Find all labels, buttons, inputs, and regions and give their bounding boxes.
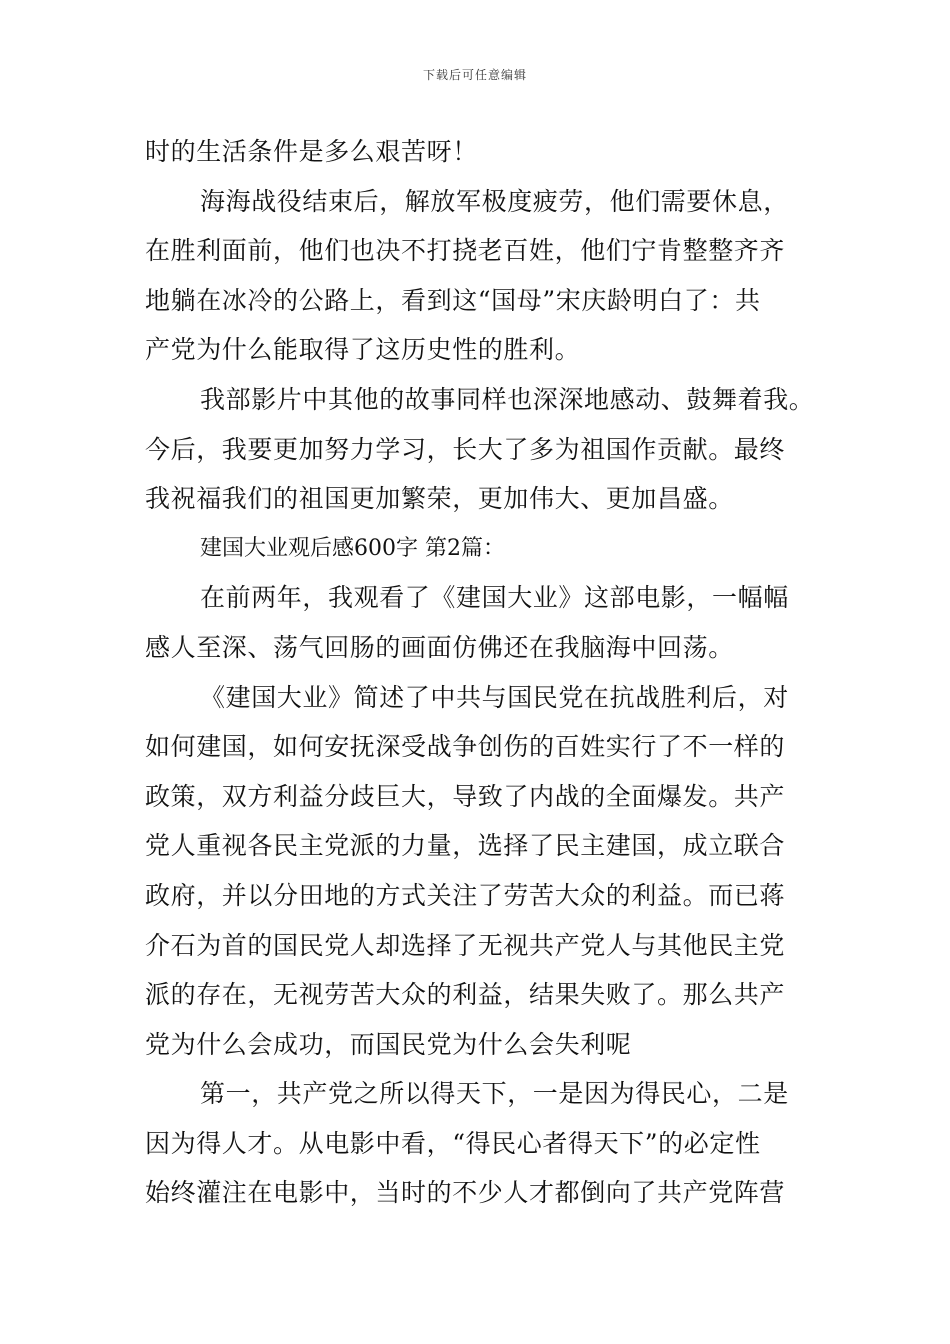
text-line: 政策，双方利益分歧巨大，导致了内战的全面爆发。共产: [145, 781, 786, 811]
text-line: 第一，共产党之所以得天下，一是因为得民心，二是: [200, 1079, 789, 1109]
text-line: 《建国大业》简述了中共与国民党在抗战胜利后，对: [200, 682, 789, 712]
text-line: 如何建国，如何安抚深受战争创伤的百姓实行了不一样的: [145, 732, 786, 762]
text-line: 政府，并以分田地的方式关注了劳苦大众的利益。而已蒋: [145, 880, 786, 910]
section-heading: 建国大业观后感600字 第2篇：: [200, 535, 505, 561]
text-line: 感人至深、荡气回肠的画面仿佛还在我脑海中回荡。: [145, 632, 734, 662]
text-line: 我部影片中其他的故事同样也深深地感动、鼓舞着我。: [200, 384, 815, 414]
page-header: 下载后可任意编辑: [422, 68, 527, 82]
text-line: 介石为首的国民党人却选择了无视共产党人与其他民主党: [145, 930, 786, 960]
text-line: 产党为什么能取得了这历史性的胜利。: [145, 335, 581, 365]
text-line: 在前两年，我观看了《建国大业》这部电影，一幅幅: [200, 583, 789, 613]
text-line: 时的生活条件是多么艰苦呀！: [145, 137, 478, 166]
document-body: [145, 127, 815, 1218]
text-line: 始终灌注在电影中，当时的不少人才都倒向了共产党阵营: [145, 1178, 786, 1208]
text-line: 我祝福我们的祖国更加繁荣，更加伟大、更加昌盛。: [145, 484, 734, 514]
text-line: 党为什么会成功，而国民党为什么会失利呢: [145, 1029, 632, 1059]
text-line: 因为得人才。从电影中看，“得民心者得天下”的必定性: [145, 1128, 761, 1158]
text-line: 今后，我要更加努力学习，长大了多为祖国作贡献。最终: [145, 434, 786, 464]
text-line: 派的存在，无视劳苦大众的利益，结果失败了。那么共产: [145, 980, 786, 1010]
text-line: 在胜利面前，他们也决不打挠老百姓，他们宁肯整整齐齐: [145, 236, 786, 266]
text-line: 党人重视各民主党派的力量，选择了民主建国，成立联合: [145, 831, 786, 861]
text-line: 地躺在冰冷的公路上，看到这“国母”宋庆龄明白了：共: [145, 285, 761, 315]
text-line: 海海战役结束后，解放军极度疲劳，他们需要休息，: [200, 186, 789, 216]
